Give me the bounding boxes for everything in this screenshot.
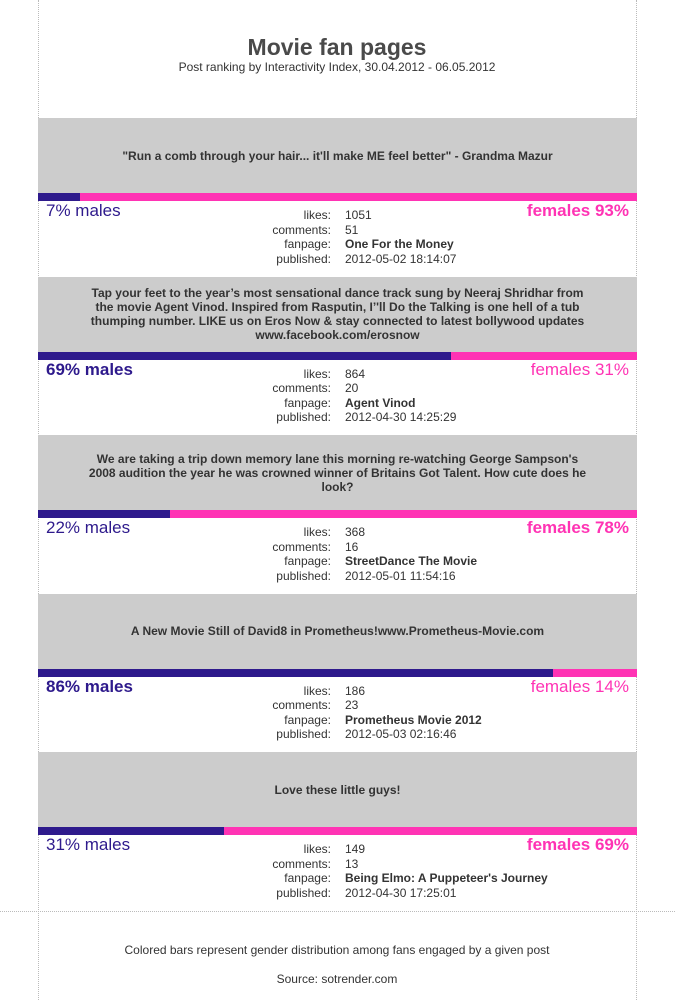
stat-value-published: 2012-05-03 02:16:46: [345, 727, 457, 741]
gender-bar-female: [38, 193, 637, 201]
stat-label-comments: comments:: [272, 698, 331, 712]
chart-title: Movie fan pages: [247, 34, 427, 60]
stat-row-fanpage: [38, 871, 637, 886]
stat-row-comments: [38, 381, 637, 396]
stat-label-comments: comments:: [272, 856, 331, 871]
footer-source: Source: sotrender.com: [276, 972, 398, 986]
stat-row-fanpage: [38, 396, 637, 411]
stat-label-comments: comments:: [272, 539, 331, 554]
post-stats: [38, 367, 637, 425]
female-percentage: females 69%: [526, 835, 629, 854]
stat-row-published: [38, 886, 637, 901]
stat-row-comments: [38, 223, 637, 238]
post-message: We are taking a trip down memory lane this morning re-watching George Sampson's 2008 audition the year he was crowned winner of Britains Got Talent. How cute does he look?: [88, 451, 587, 494]
stat-value-fanpage: Prometheus Movie 2012: [345, 712, 482, 727]
stat-value-likes: 1051: [345, 208, 372, 222]
male-percentage: 7% males: [46, 201, 121, 220]
post-message-box: [38, 118, 637, 193]
stat-row-fanpage: [38, 554, 637, 569]
gender-bar-male: [38, 193, 80, 201]
stat-row-published: [38, 569, 637, 584]
stat-row-likes: [38, 684, 637, 699]
gender-bar-female: [38, 669, 637, 677]
post-message: Tap your feet to the year’s most sensational dance track sung by Neeraj Shridhar from the movie Agent Vinod. Inspired from Rasputin, I’'ll Do the Talking is one hell of a tub thumping number. LIKE us on Eros Now & stay connected to latest bollywood updates www.facebook.com/erosnow: [90, 286, 585, 342]
gender-bar-male: [38, 352, 451, 360]
stat-label-fanpage: fanpage:: [284, 871, 331, 885]
chart-subtitle: Post ranking by Interactivity Index, 30.04.2012 - 06.05.2012: [178, 60, 496, 74]
stat-value-fanpage: Being Elmo: A Puppeteer's Journey: [345, 871, 548, 885]
gender-bar-male: [38, 510, 170, 518]
stat-label-comments: comments:: [272, 222, 331, 237]
stat-value-comments: 16: [345, 539, 359, 554]
female-percentage: females 93%: [526, 201, 629, 220]
stat-value-likes: 864: [345, 366, 366, 381]
stat-label-likes: likes:: [303, 366, 331, 381]
post-stats: [38, 842, 637, 900]
post-message-box: [38, 752, 637, 827]
stat-label-published: published:: [276, 727, 331, 741]
post-message-box: [38, 594, 637, 669]
gender-bar-male: [38, 827, 224, 835]
footer-divider: [0, 911, 675, 912]
stat-value-comments: 51: [345, 222, 359, 237]
stat-row-comments: [38, 540, 637, 555]
post-item: [38, 118, 637, 276]
stat-value-comments: 20: [345, 381, 359, 395]
post-stats: [38, 525, 637, 583]
post-stats: [38, 684, 637, 742]
gender-bar-female: [38, 827, 637, 835]
stat-row-likes: [38, 525, 637, 540]
post-item: [38, 752, 637, 910]
stat-label-fanpage: fanpage:: [284, 554, 331, 568]
post-message-box: [38, 435, 637, 510]
stat-label-likes: likes:: [303, 683, 331, 698]
male-percentage: 69% males: [46, 359, 133, 379]
stat-label-comments: comments:: [272, 381, 331, 395]
stat-value-likes: 368: [345, 525, 366, 539]
stat-row-fanpage: [38, 713, 637, 728]
stat-row-published: [38, 727, 637, 742]
stat-label-published: published:: [276, 885, 331, 900]
stat-row-published: [38, 410, 637, 425]
post-item: [38, 435, 637, 593]
gender-bar-male: [38, 669, 553, 677]
gender-bar-female: [38, 352, 637, 360]
post-message: Love these little guys!: [274, 782, 401, 797]
stat-value-comments: 23: [345, 698, 359, 712]
stat-value-comments: 13: [345, 856, 359, 871]
post-message-box: [38, 277, 637, 352]
stat-label-fanpage: fanpage:: [284, 712, 331, 727]
male-percentage: 86% males: [46, 676, 133, 696]
stat-value-published: 2012-05-02 18:14:07: [345, 251, 457, 266]
male-percentage: 22% males: [46, 518, 131, 537]
stat-value-likes: 186: [345, 683, 366, 698]
stat-value-published: 2012-05-01 11:54:16: [345, 568, 456, 583]
post-item: [38, 594, 637, 752]
stat-label-published: published:: [276, 251, 331, 266]
stat-label-likes: likes:: [303, 525, 331, 539]
chart-header: [38, 32, 636, 74]
stat-value-fanpage: Agent Vinod: [345, 395, 416, 410]
stat-label-fanpage: fanpage:: [284, 395, 331, 410]
stat-value-fanpage: One For the Money: [345, 237, 454, 251]
stat-row-comments: [38, 698, 637, 713]
footer-note: Colored bars represent gender distribution among fans engaged by a given post: [124, 943, 550, 957]
stat-row-fanpage: [38, 237, 637, 252]
stat-value-published: 2012-04-30 17:25:01: [345, 885, 457, 900]
male-percentage: 31% males: [46, 835, 131, 854]
stat-label-published: published:: [276, 568, 331, 583]
stat-value-published: 2012-04-30 14:25:29: [345, 410, 457, 424]
stat-value-fanpage: StreetDance The Movie: [345, 554, 478, 568]
post-stats: [38, 208, 637, 266]
stat-label-fanpage: fanpage:: [284, 237, 331, 251]
stat-row-likes: [38, 842, 637, 857]
female-percentage: females 31%: [530, 359, 629, 379]
female-percentage: females 14%: [530, 676, 629, 696]
gender-bar-female: [38, 510, 637, 518]
female-percentage: females 78%: [526, 518, 629, 537]
stat-label-likes: likes:: [303, 208, 331, 222]
post-item: [38, 277, 637, 435]
stat-row-likes: [38, 208, 637, 223]
stat-row-likes: [38, 367, 637, 382]
stat-row-published: [38, 252, 637, 267]
post-message: "Run a comb through your hair... it'll make ME feel better" - Grandma Mazur: [122, 148, 553, 163]
stat-label-likes: likes:: [303, 842, 331, 856]
stat-value-likes: 149: [345, 842, 366, 856]
stat-label-published: published:: [276, 410, 331, 424]
post-message: A New Movie Still of David8 in Prometheus!www.Prometheus-Movie.com: [130, 624, 545, 638]
stat-row-comments: [38, 857, 637, 872]
